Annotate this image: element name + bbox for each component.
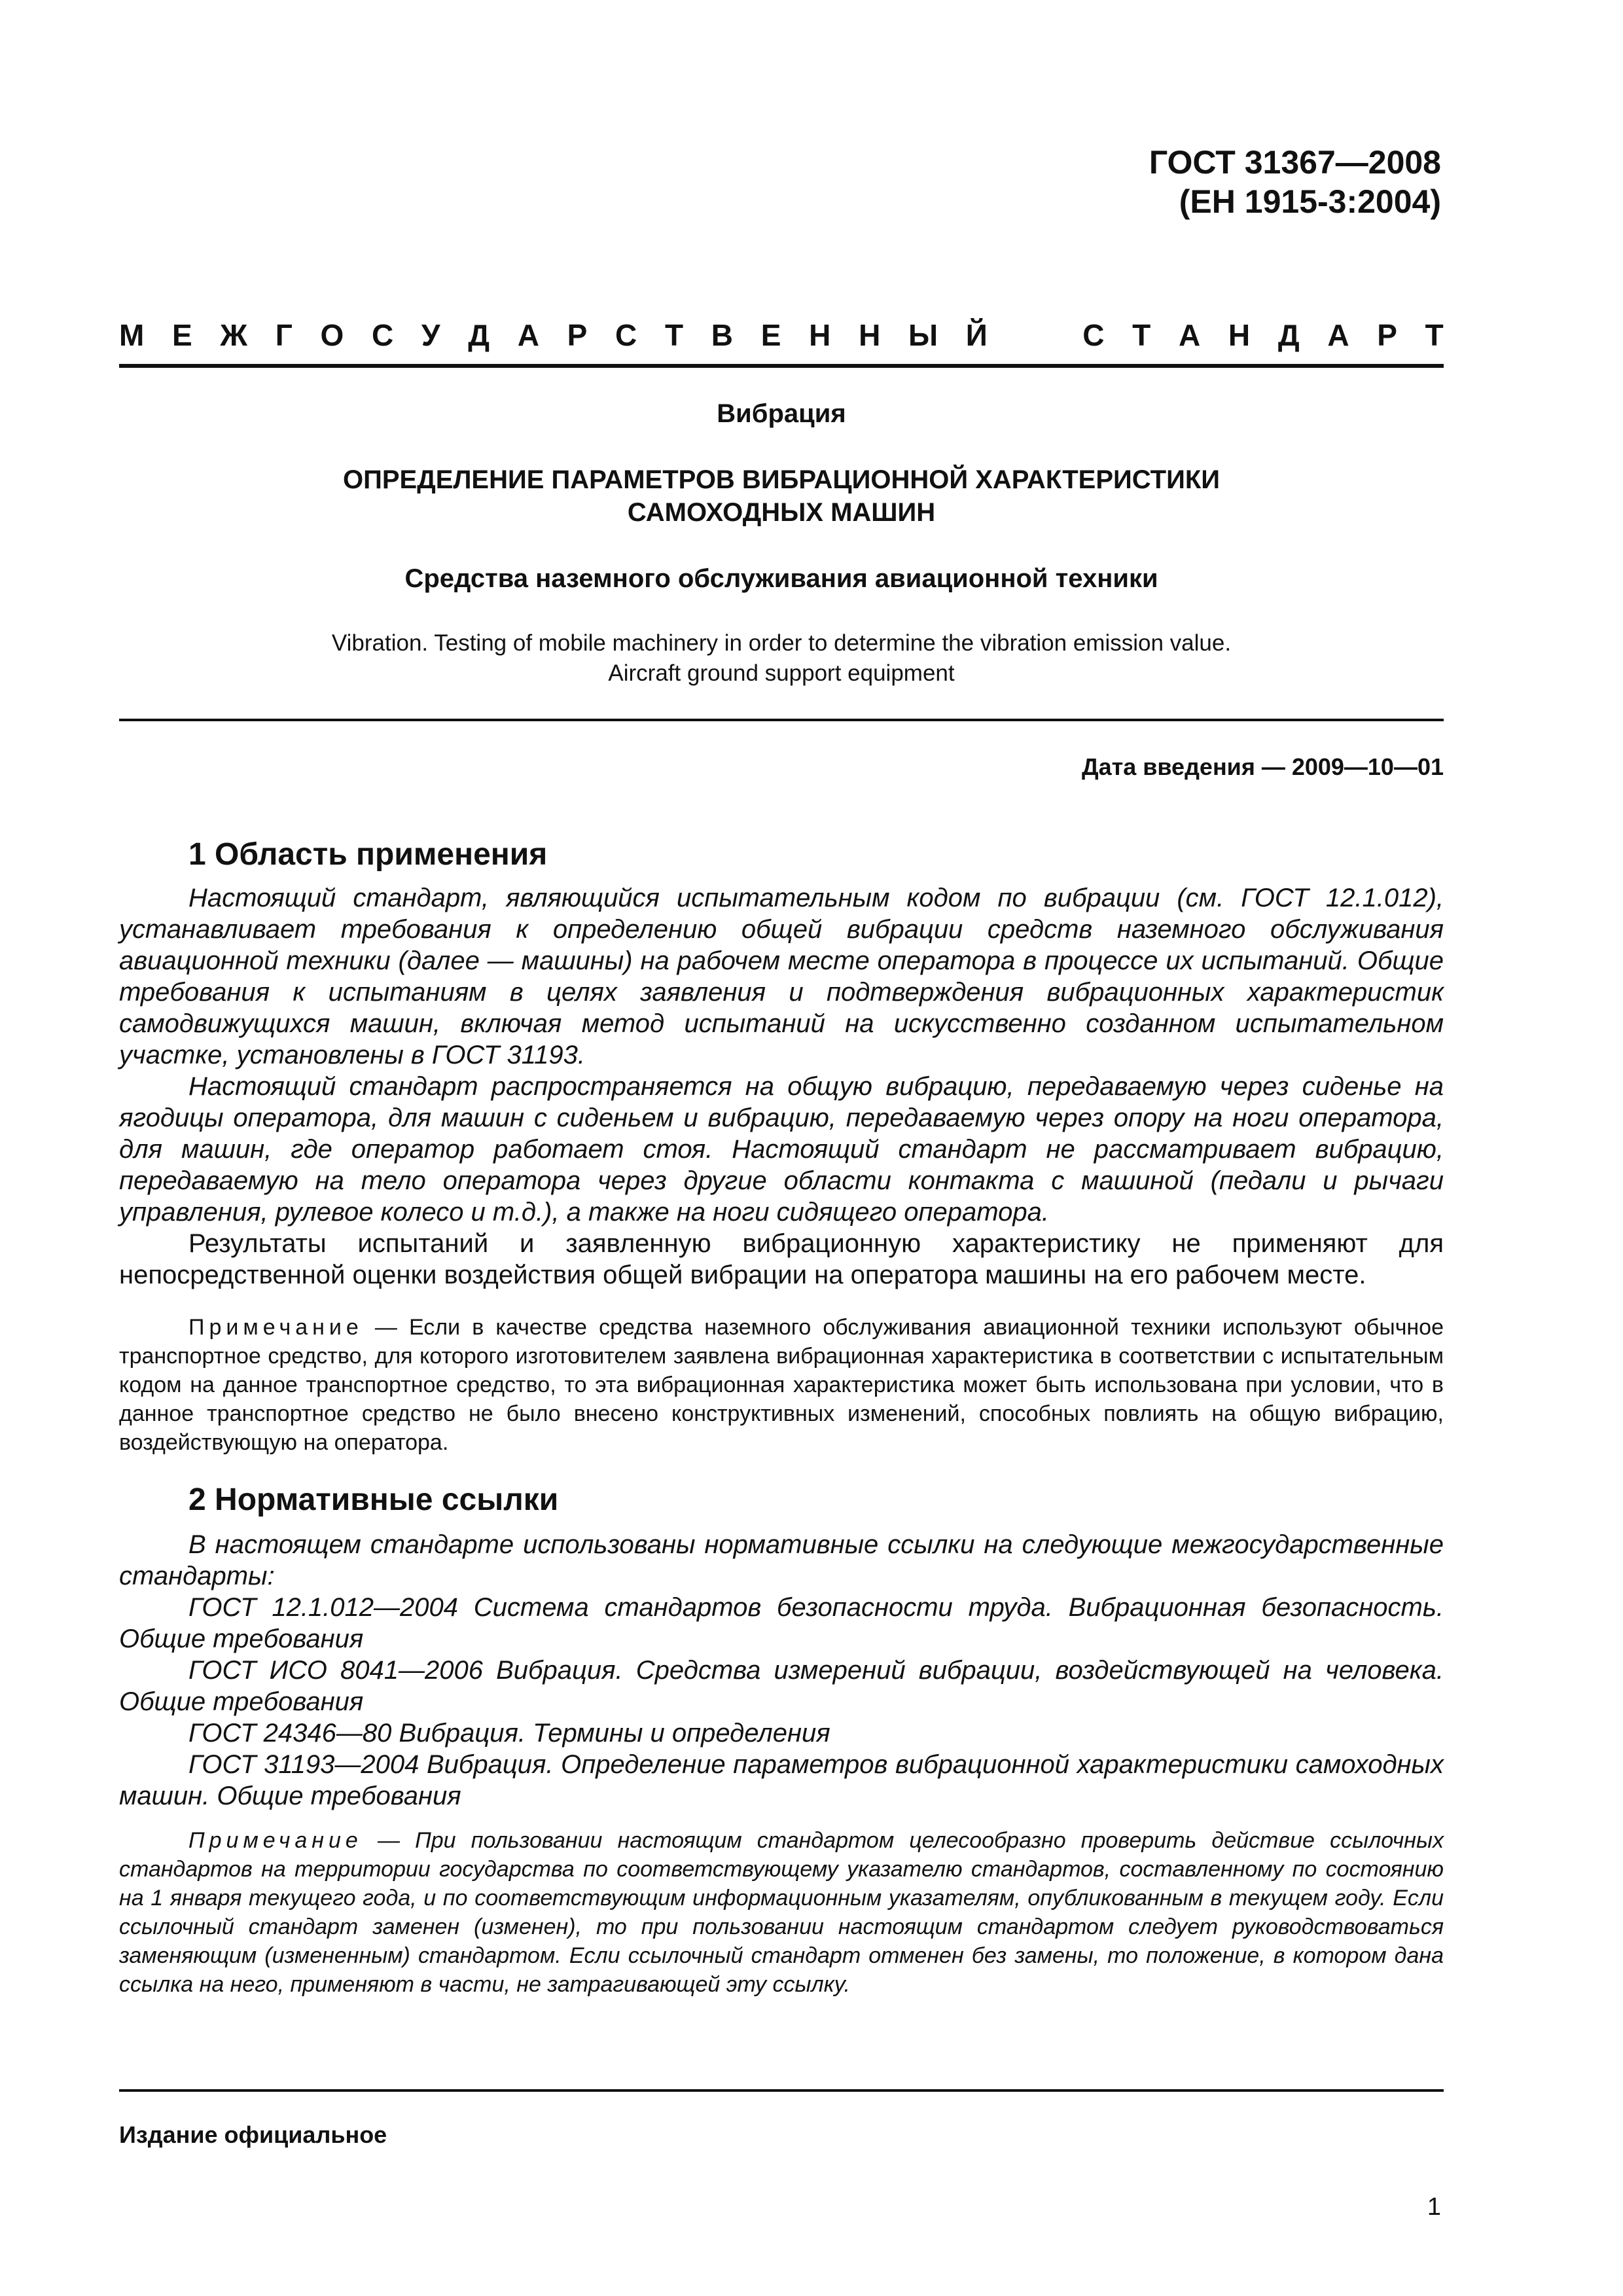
title-line: ОПРЕДЕЛЕНИЕ ПАРАМЕТРОВ ВИБРАЦИОННОЙ ХАРАКТЕРИСТИКИ	[342, 465, 1221, 494]
section-1-body	[119, 882, 1444, 1291]
section-heading: 2 Нормативные ссылки	[188, 1482, 559, 1517]
english-title-line: Aircraft ground support equipment	[608, 660, 955, 686]
document-title	[119, 463, 1444, 529]
banner-word-gap	[1016, 317, 1055, 353]
document-subtitle: Средства наземного обслуживания авиационной техники	[404, 564, 1158, 593]
section-2-body	[119, 1529, 1444, 1812]
section-heading: 1 Область применения	[188, 837, 548, 872]
banner-letter: С	[615, 318, 637, 352]
note-label: Примечание	[188, 1315, 363, 1340]
reference-item: ГОСТ 24346—80 Вибрация. Термины и определения	[188, 1719, 830, 1748]
banner-letter: С	[1082, 318, 1105, 352]
banner-letter: В	[711, 318, 734, 352]
note-paragraph	[119, 1313, 1444, 1457]
banner-letter: Й	[965, 318, 988, 352]
banner-letter: Р	[1377, 318, 1397, 352]
section-2-note	[119, 1826, 1444, 1999]
introduction-date: Дата введения — 2009—10—01	[1081, 753, 1444, 780]
document-topic: Вибрация	[717, 399, 846, 428]
banner-letter: Н	[1228, 318, 1251, 352]
note-label: Примечание	[188, 1828, 363, 1853]
banner-rule	[119, 364, 1444, 368]
section-1-note	[119, 1313, 1444, 1457]
banner-letter: Ы	[908, 318, 938, 352]
title-line: САМОХОДНЫХ МАШИН	[627, 498, 936, 527]
banner-letter: М	[119, 318, 145, 352]
banner-letter: А	[1178, 318, 1201, 352]
banner-letter: Е	[172, 318, 192, 352]
reference-item: ГОСТ ИСО 8041—2006 Вибрация. Средства измерений вибрации, воздействующей на человека. Общие требования	[119, 1656, 1444, 1716]
standard-designation	[1149, 143, 1441, 221]
banner-letter: У	[421, 318, 440, 352]
banner-letter: Т	[664, 318, 684, 352]
banner-letter: Т	[1132, 318, 1151, 352]
banner-letter: А	[517, 318, 539, 352]
english-title-line: Vibration. Testing of mobile machinery in order to determine the vibration emission value.	[331, 630, 1232, 656]
banner-letter: О	[320, 318, 344, 352]
reference-item: ГОСТ 12.1.012—2004 Система стандартов безопасности труда. Вибрационная безопасность. Общие требования	[119, 1593, 1444, 1653]
note-paragraph	[119, 1826, 1444, 1999]
note-text: — Если в качестве средства наземного обслуживания авиационной техники используют обычное транспортное средство, для которого изготовителем заявлена вибрационная характеристика в соответствии с испытательным кодом на данное транспортное средство, то эта вибрационная характеристика может быть использована при условии, что в данное транспортное средство не было внесено конструктивных изменений, способных повлиять на общую вибрацию, воздействующую на оператора.	[119, 1315, 1444, 1455]
paragraph: Настоящий стандарт, являющийся испытательным кодом по вибрации (см. ГОСТ 12.1.012), устанавливает требования к определению общей вибрации средств наземного обслуживания авиационной техники (далее — машины) на рабочем месте оператора в процессе их испытаний. Общие требования к испытаниям в целях заявления и подтверждения вибрационных характеристик самодвижущихся машин, включая метод испытаний на искусственно созданном испытательном участке, установлены в ГОСТ 31193.	[119, 884, 1444, 1069]
english-title	[119, 628, 1444, 689]
banner-letter: Д	[468, 318, 490, 352]
banner-letter: А	[1327, 318, 1349, 352]
designation-en: (ЕН 1915-3:2004)	[1179, 183, 1441, 220]
banner-letter: Ж	[220, 318, 247, 352]
note-text: — При пользовании настоящим стандартом целесообразно проверить действие ссылочных стандартов на территории государства по соответствующему указателю стандартов, составленному по состоянию на 1 января текущего года, и по соответствующим информационным указателям, опубликованным в текущем году. Если ссылочный стандарт заменен (изменен), то при пользовании настоящим стандартом следует руководствоваться заменяющим (измененным) стандартом. Если ссылочный стандарт отменен без замены, то положение, в котором дана ссылка на него, применяют в части, не затрагивающей эту ссылку.	[119, 1828, 1444, 1997]
paragraph: Настоящий стандарт распространяется на общую вибрацию, передаваемую через сиденье на ягодицы оператора, для машин с сиденьем и вибрацию, передаваемую через опору на ноги оператора, для машин, где оператор работает стоя. Настоящий стандарт не рассматривает вибрацию, передаваемую на тело оператора через другие области контакта с машиной (педали и рычаги управления, рулевое колесо и т.д.), а также на ноги сидящего оператора.	[119, 1072, 1444, 1227]
reference-item: ГОСТ 31193—2004 Вибрация. Определение параметров вибрационной характеристики самоходных машин. Общие требования	[119, 1750, 1444, 1810]
interstate-standard-banner	[119, 317, 1444, 353]
banner-letter: Р	[567, 318, 588, 352]
footer-divider	[119, 2089, 1444, 2092]
banner-letter: Е	[760, 318, 781, 352]
page-number: 1	[1427, 2193, 1441, 2221]
title-divider	[119, 719, 1444, 721]
banner-letter: Д	[1277, 318, 1300, 352]
designation-gost: ГОСТ 31367—2008	[1149, 144, 1441, 181]
paragraph: В настоящем стандарте использованы нормативные ссылки на следующие межгосударственные стандарты:	[119, 1530, 1444, 1590]
paragraph: Результаты испытаний и заявленную вибрационную характеристику не применяют для непосредственной оценки воздействия общей вибрации на оператора машины на его рабочем месте.	[119, 1229, 1444, 1289]
official-edition-label: Издание официальное	[119, 2121, 387, 2148]
banner-letter: Н	[859, 318, 881, 352]
banner-letter: Г	[275, 318, 293, 352]
banner-letter: С	[371, 318, 394, 352]
banner-letter: Т	[1425, 318, 1444, 352]
banner-letter: Н	[809, 318, 831, 352]
